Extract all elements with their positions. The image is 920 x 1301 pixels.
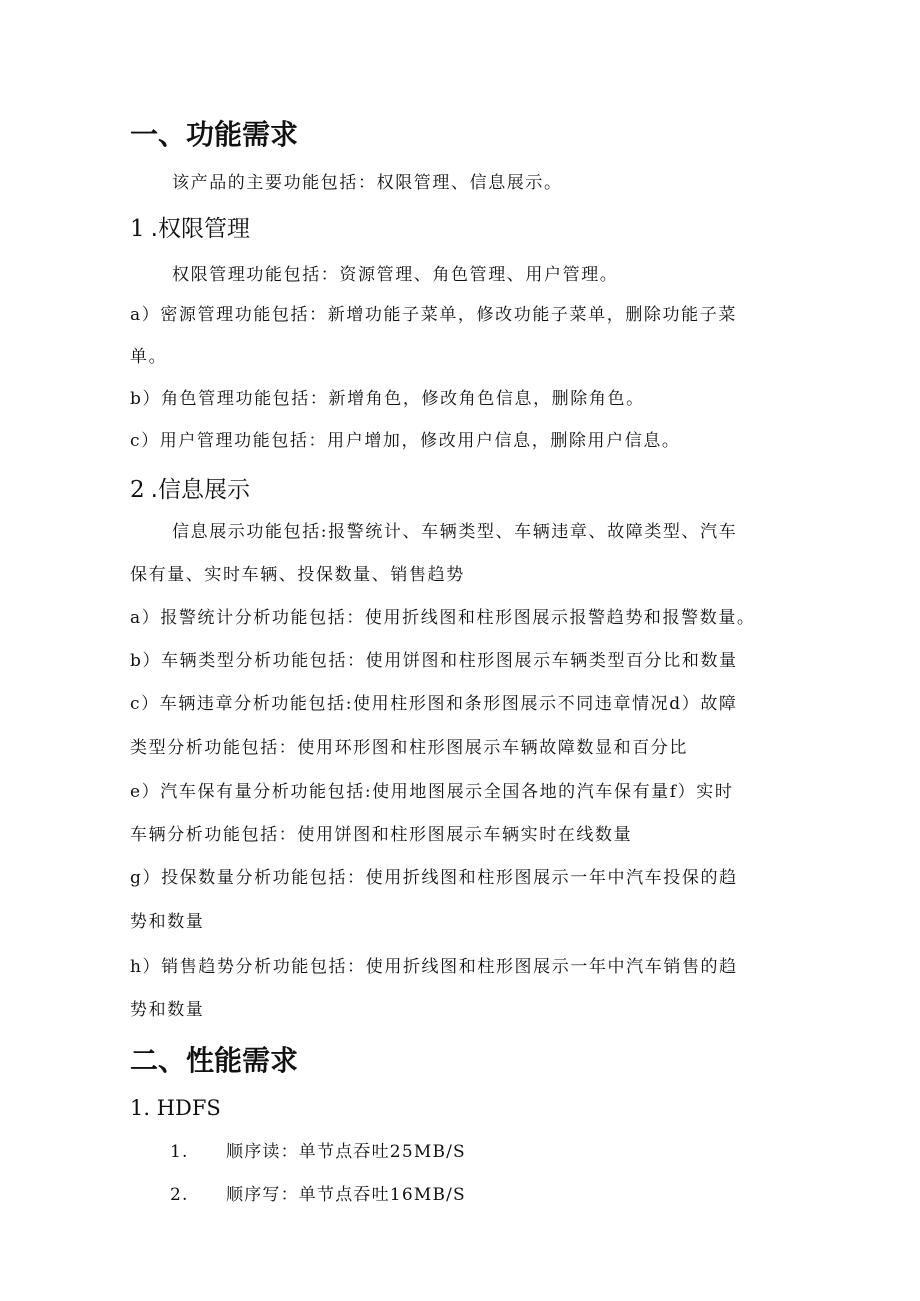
list-marker: 2. (170, 1185, 189, 1205)
display-item-b: b）车辆类型分析功能包括：使用饼图和柱形图展示车辆类型百分比和数量 (130, 651, 738, 671)
display-item-a: a）报警统计分析功能包括：使用折线图和柱形图展示报警趋势和报警数量。 (130, 608, 756, 628)
permission-item-a-line1: a）密源管理功能包括：新增功能子菜单，修改功能子菜单，删除功能子菜 (130, 305, 737, 325)
heading-hdfs: 1. HDFS (130, 1096, 221, 1120)
list-marker: 1. (170, 1142, 189, 1162)
display-item-ef-line1: e）汽车保有量分析功能包括:使用地图展示全国各地的汽车保有量f）实时 (130, 782, 734, 802)
display-intro-line1: 信息展示功能包括:报警统计、车辆类型、车辆违章、故障类型、汽车 (172, 522, 738, 542)
list-text: 顺序写：单节点吞吐16MB/S (226, 1185, 466, 1205)
heading-performance-requirements: 二、性能需求 (130, 1044, 299, 1077)
display-intro-line2: 保有量、实时车辆、投保数量、销售趋势 (130, 565, 465, 585)
heading-text: .权限管理 (150, 216, 250, 242)
heading-number: 1 (130, 216, 151, 242)
heading-information-display (130, 475, 250, 505)
display-item-h-line2: 势和数量 (130, 1000, 205, 1020)
display-item-h-line1: h）销售趋势分析功能包括：使用折线图和柱形图展示一年中汽车销售的趋 (130, 957, 738, 977)
heading-permission-management (130, 214, 250, 244)
permission-item-c: c）用户管理功能包括：用户增加，修改用户信息，删除用户信息。 (130, 431, 681, 451)
permission-item-a-line2: 单。 (130, 347, 168, 367)
heading-functional-requirements: 一、功能需求 (130, 118, 299, 151)
permission-item-b: b）角色管理功能包括：新增角色，修改角色信息，删除角色。 (130, 389, 645, 409)
hdfs-item-sequential-write (170, 1183, 466, 1207)
display-item-cd-line1: c）车辆违章分析功能包括:使用柱形图和条形图展示不同违章情况d）故障 (130, 694, 738, 714)
hdfs-item-sequential-read (170, 1140, 466, 1164)
heading-text: .信息展示 (150, 477, 250, 503)
functional-intro: 该产品的主要功能包括：权限管理、信息展示。 (172, 173, 563, 193)
display-item-g-line2: 势和数量 (130, 912, 205, 932)
display-item-cd-line2: 类型分析功能包括：使用环形图和柱形图展示车辆故障数显和百分比 (130, 738, 688, 758)
list-text: 顺序读：单节点吞吐25MB/S (226, 1142, 466, 1162)
permission-intro: 权限管理功能包括：资源管理、角色管理、用户管理。 (172, 265, 619, 285)
display-item-g-line1: g）投保数量分析功能包括：使用折线图和柱形图展示一年中汽车投保的趋 (130, 868, 738, 888)
display-item-ef-line2: 车辆分析功能包括：使用饼图和柱形图展示车辆实时在线数量 (130, 825, 633, 845)
heading-number: 2 (130, 477, 151, 503)
